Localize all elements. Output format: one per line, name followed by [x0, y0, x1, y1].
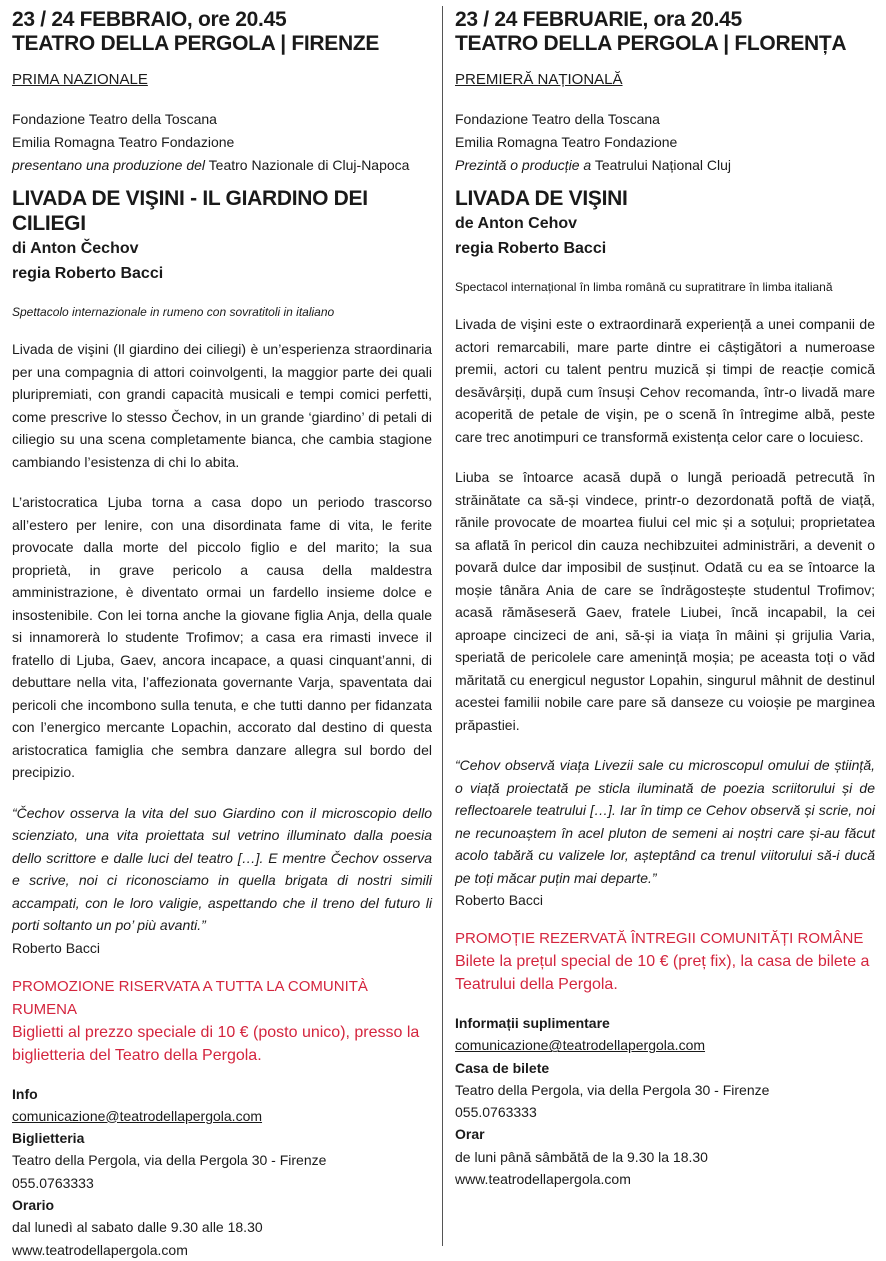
play-title: LIVADA DE VIŞINI — [455, 187, 628, 210]
promotion — [12, 975, 432, 1067]
producers — [12, 108, 432, 177]
event-header — [455, 8, 875, 56]
promotion-body: Bilete la prețul special de 10 € (preț fix), la casa de bilete a Teatrului della Pergola. — [455, 953, 870, 993]
presents-company: Teatrului Național Cluj — [591, 157, 732, 173]
language-note: Spettacolo internazionale in rumeno con sovratitoli in italiano — [12, 305, 335, 319]
play-title: LIVADA DE VIŞINI - IL GIARDINO DEI CILIEGI — [12, 187, 368, 235]
address: Teatro della Pergola, via della Pergola 30 - Firenze — [12, 1152, 327, 1169]
address: Teatro della Pergola, via della Pergola 30 - Firenze — [455, 1081, 770, 1098]
play-author: di Anton Čechov — [12, 240, 139, 257]
language-note: Spectacol internațional în limba română cu supratitrare în limba italiană — [455, 280, 833, 294]
play-author: de Anton Cehov — [455, 215, 578, 232]
info-label: Info — [12, 1085, 38, 1102]
producer-2: Emilia Romagna Teatro Fondazione — [455, 134, 678, 150]
box-office-label: Casa de bilete — [455, 1059, 550, 1076]
box-office-label: Biglietteria — [12, 1130, 85, 1147]
hours: dal lunedì al sabato dalle 9.30 alle 18.30 — [12, 1219, 263, 1236]
presents-company: Teatro Nazionale di Cluj-Napoca — [205, 157, 410, 173]
email-link[interactable]: comunicazione@teatrodellapergola.com — [12, 1107, 263, 1124]
hours-label: Orar — [455, 1126, 485, 1143]
presents-line — [455, 154, 875, 177]
phone: 055.0763333 — [12, 1174, 94, 1191]
play-director: regia Roberto Bacci — [455, 240, 607, 257]
date-line: 23 / 24 FEBRUARIE, ora 20.45 — [455, 8, 742, 31]
email-link[interactable]: comunicazione@teatrodellapergola.com — [455, 1037, 706, 1054]
play-director: regia Roberto Bacci — [12, 265, 164, 282]
premiere-label: PREMIERĂ NAȚIONALĂ — [455, 71, 623, 88]
producer-1: Fondazione Teatro della Toscana — [455, 111, 660, 127]
website-link[interactable]: www.teatrodellapergola.com — [455, 1171, 631, 1188]
info-block — [12, 1083, 432, 1261]
italian-column — [12, 0, 432, 1261]
quote-author: Roberto Bacci — [455, 892, 543, 908]
romanian-column — [455, 0, 875, 1190]
presents-line — [12, 154, 432, 177]
phone: 055.0763333 — [455, 1104, 537, 1121]
column-divider — [442, 6, 443, 1246]
director-quote: “Cehov observă viața Livezii sale cu microscopul omului de știință, o viață proiectată pe sticla iluminată de poezia scriitorului și de reflectoarele teatrului […]. Iar în timp ce Cehov observă și scrie, noi ne recunoaștem în acel pluton de semeni ai noștri care și-au făcut acolo tabără cu valizele lor, așteptând ca trenul viitorului să-i ducă pe toți măcar puțin mai departe.” — [455, 757, 875, 886]
date-line: 23 / 24 FEBBRAIO, ore 20.45 — [12, 8, 287, 31]
venue-line: TEATRO DELLA PERGOLA | FLORENȚA — [455, 32, 847, 55]
quote-author: Roberto Bacci — [12, 939, 100, 956]
presents-italic: Prezintă o producție a — [455, 157, 592, 173]
producers — [455, 108, 875, 177]
producer-2: Emilia Romagna Teatro Fondazione — [12, 134, 235, 150]
hours: de luni până sâmbătă de la 9.30 la 18.30 — [455, 1148, 708, 1165]
description-paragraph-1: Livada de vişini (Il giardino dei ciliegi) è un’esperienza straordinaria per una compagnia di attori coinvolgenti, la maggior parte dei quali pluripremiati, con grandi capacità musicali e tempi comici perfetti, come prescrive lo stesso Čechov, in un grande ‘giardino’ di petali di ciliegio su una scena completamente bianca, che cambia stagione cambiando l’esistenza di chi lo abita. — [12, 341, 432, 470]
promotion — [455, 927, 875, 996]
hours-label: Orario — [12, 1196, 55, 1213]
description-paragraph-2: L’aristocratica Ljuba torna a casa dopo un periodo trascorso all’estero per lenire, con una disordinata fame di vita, le ferite provocate dalla morte del piccolo figlio e del marito; la sua proprietà, in grave pericolo a causa della maldestra amministrazione, è diventato ormai un fardello insieme dolce e insostenibile. Con lei torna anche la giovane figlia Anja, della quale si innamorerà lo studente Trofimov; a casa era rimasti invece il fratello di Ljuba, Gaev, ancora incapace, a quasi cinquant’anni, di debuttare nella vita, l’affezionata governante Varja, spaventata dai pericoli che incombono sulla tenuta, e che tutti danno per fidanzata con l’energico mercante Lopachin, accorato dal destino di questa aristocratica famiglia che sembra danzare allegra sul bordo del precipizio. — [12, 494, 432, 780]
promotion-heading: PROMOZIONE RISERVATA A TUTTA LA COMUNITÀ RUMENA — [12, 977, 368, 1018]
info-label: Informații suplimentare — [455, 1015, 610, 1031]
producer-1: Fondazione Teatro della Toscana — [12, 111, 217, 127]
description-paragraph-2: Liuba se întoarce acasă după o lungă perioadă petrecută în străinătate ca să-și vindece, printr-o dezordonată poftă de viață, rănile provocate de moartea fiului cel mic și a soțului; proprietatea sa aflată în pericol din cauza nechibzuitei administrări, a devenit o povară dulce dar imposibil de susținut. Odată cu ea se întoarce la moșie tânăra Ania de care se îndrăgostește studentul Trofimov; acasă rămăseseră Gaev, fratele Liubei, încă incapabil, la cei aproape cincizeci de ani, să-și ia viața în mâini și grijulia Varia, speriată de pericolele care amenință moșia; pe aceasta toți o văd măritată cu energicul negustor Lopahin, singurul mâhnit de destinul acestei familii nobile care pare să danseze cu voioșie pe marginea prăpastiei. — [455, 469, 875, 733]
presents-italic: presentano una produzione del — [12, 157, 206, 173]
info-block — [455, 1012, 875, 1190]
event-header — [12, 8, 432, 56]
promotion-heading: PROMOȚIE REZERVATĂ ÎNTREGII COMUNITĂȚI ROMÂNE — [455, 930, 864, 947]
description-paragraph-1: Livada de vişini este o extraordinară experiență a unei companii de actori remarcabili, mare parte dintre ei câștigători a numeroase premii, actori cu talent pentru muzică și timpi de reacție comică desăvârșiți, după cum însuși Cehov recomanda, într-o livadă mare acoperită de petale de vişin, pe o scenă în întregime albă, peste care trec anotimpuri ce transformă existența celor care o locuiesc. — [455, 316, 875, 445]
website-link[interactable]: www.teatrodellapergola.com — [12, 1241, 188, 1258]
promotion-body: Biglietti al prezzo speciale di 10 € (posto unico), presso la biglietteria del Teatro della Pergola. — [12, 1023, 420, 1064]
venue-line: TEATRO DELLA PERGOLA | FIRENZE — [12, 32, 380, 55]
director-quote: “Čechov osserva la vita del suo Giardino con il microscopio dello scienziato, una vita proiettata sul vetrino illuminato dalla poesia dello scrittore e dalle luci del teatro […]. E mentre Čechov osserva e scrive, noi ci riconosciamo in quella brigata di nostri simili accampati, con le loro valigie, aspettando che il treno del futuro li porti soltanto un po’ più avanti.” — [12, 804, 432, 933]
premiere-label: PRIMA NAZIONALE — [12, 71, 148, 88]
